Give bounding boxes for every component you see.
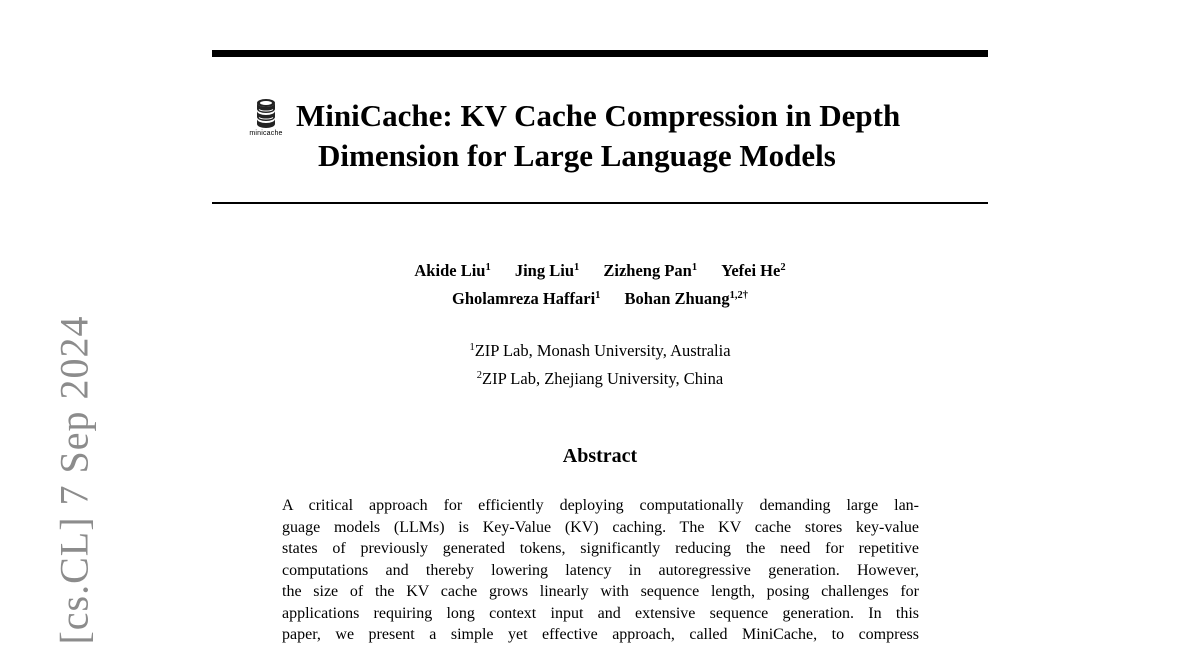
- title-line-1: MiniCache: KV Cache Compression in Depth: [296, 98, 901, 133]
- abstract-line: guage models (LLMs) is Key-Value (KV) caching. The KV cache stores key-value: [282, 518, 919, 536]
- arxiv-stamp: [cs.CL] 7 Sep 2024: [51, 315, 97, 645]
- author: Yefei He$^2$: [721, 261, 786, 280]
- abstract-line: applications requiring long context input and extensive sequence generation. In this: [282, 604, 919, 622]
- affiliation: $^1$ZIP Lab, Monash University, Australia: [469, 341, 731, 360]
- author: Gholamreza Haffari$^1$: [452, 289, 601, 308]
- title-line-2: Dimension for Large Language Models: [318, 138, 836, 173]
- affiliation: $^2$ZIP Lab, Zhejiang University, China: [476, 369, 724, 388]
- title-bottom-rule: [212, 202, 988, 204]
- database-icon: [240, 96, 292, 130]
- abstract-line: states of previously generated tokens, significantly reducing the need for repetitive: [282, 540, 919, 557]
- minicache-logo: [240, 96, 292, 140]
- abstract-line: the size of the KV cache grows linearly with sequence length, posing challenges for: [282, 583, 919, 600]
- author-list: [212, 257, 988, 313]
- logo-text: minicache: [249, 130, 283, 137]
- top-rule: [212, 50, 988, 57]
- author: Jing Liu$^1$: [514, 261, 580, 280]
- affiliation-list: [212, 337, 988, 393]
- abstract-line: A critical approach for efficiently deploying computationally demanding large lan-: [282, 497, 919, 514]
- abstract-line: computations and thereby lowering latency in autoregressive generation. However,: [282, 561, 919, 579]
- author: Akide Liu$^1$: [414, 261, 491, 280]
- author: Zizheng Pan$^1$: [603, 261, 698, 280]
- paper-title: [296, 96, 976, 176]
- author-row-2: [212, 285, 988, 313]
- author-row-1: [212, 257, 988, 285]
- abstract-heading: Abstract: [562, 445, 638, 467]
- abstract-body: [282, 495, 919, 646]
- author: Bohan Zhuang$^{1,2\dagger}$: [624, 289, 748, 308]
- abstract-line: paper, we present a simple yet effective approach, called MiniCache, to compress: [282, 626, 919, 643]
